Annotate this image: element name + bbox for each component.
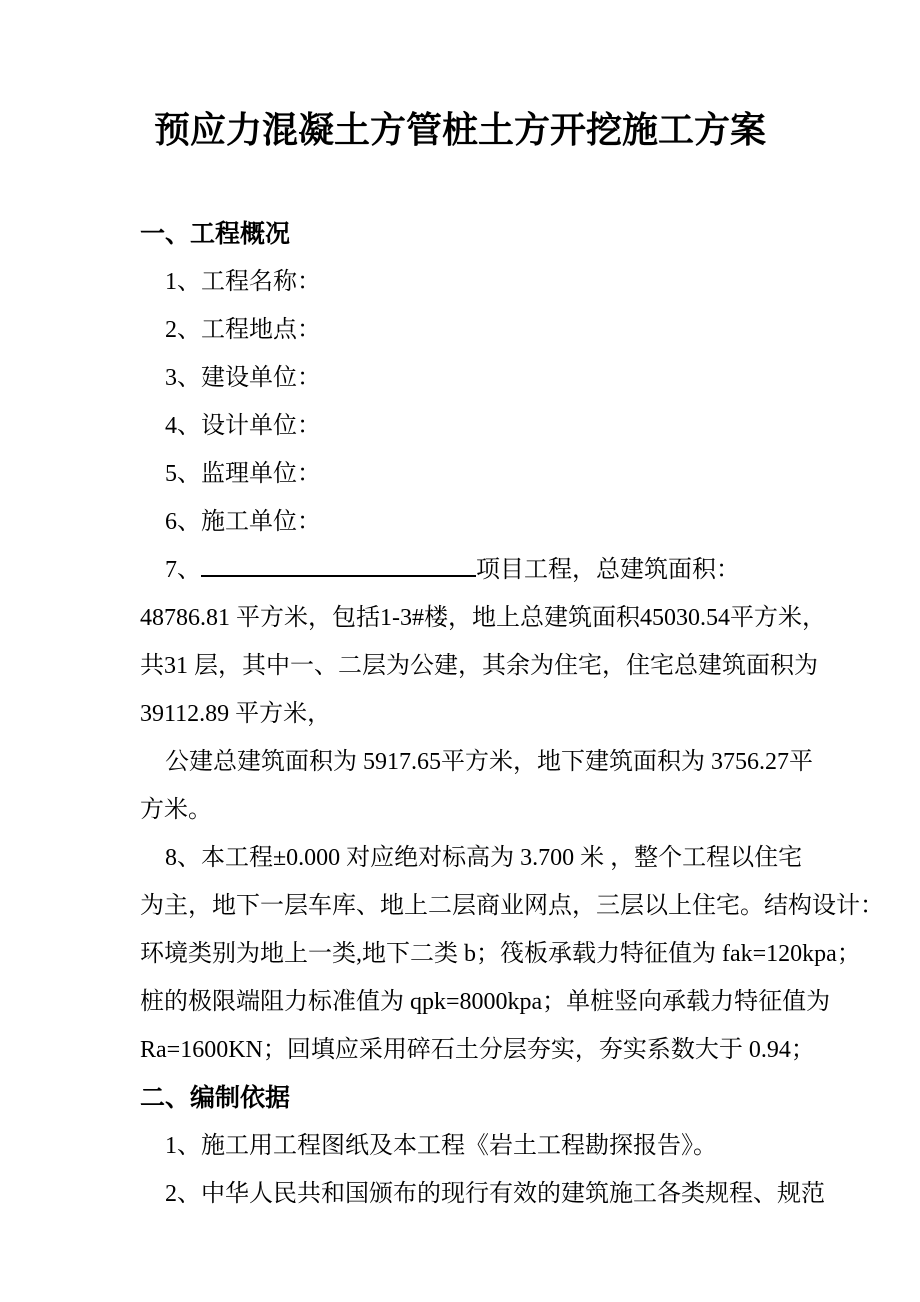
text-line: 3、建设单位：: [165, 365, 321, 391]
text-line: 1、施工用工程图纸及本工程《岩土工程勘探报告》。: [165, 1133, 717, 1159]
text-line: [140, 546, 788, 594]
text-line: 公建总建筑面积为 5917.65平方米，地下建筑面积为 3756.27平: [165, 749, 813, 775]
text-line: 2、中华人民共和国颁布的现行有效的建筑施工各类规程、规范: [165, 1181, 825, 1207]
text-line: 桩的极限端阻力标准值为 qpk=8000kpa；单桩竖向承载力特征值为: [140, 989, 831, 1015]
text-line: 5、监理单位：: [165, 461, 321, 487]
text-line: 8、本工程±0.000 对应绝对标高为 3.700 米 ，整个工程以住宅: [165, 845, 803, 871]
fill-in-blank-underline: [201, 553, 476, 577]
section-heading: 二、编制依据: [140, 1084, 291, 1112]
text-line: 环境类别为地上一类,地下二类 b；筏板承载力特征值为 fak=120kpa；: [140, 941, 861, 967]
text-line: Ra=1600KN；回填应采用碎石土分层夯实，夯实系数大于 0.94；: [140, 1037, 815, 1063]
text-line: 共31 层，其中一、二层为公建，其余为住宅，住宅总建筑面积为: [140, 653, 818, 679]
text-line: 1、工程名称：: [165, 269, 321, 295]
document-body: [140, 210, 884, 1218]
section-heading: 一、工程概况: [140, 220, 291, 248]
text-line: 2、工程地点：: [165, 317, 321, 343]
text-segment: 项目工程，总建筑面积：: [476, 557, 740, 583]
text-segment: 7、: [165, 557, 201, 583]
text-line: 39112.89 平方米，: [140, 701, 332, 727]
text-line: 为主，地下一层车库、地上二层商业网点，三层以上住宅。结构设计：: [140, 893, 884, 919]
document-title: 预应力混凝土方管桩土方开挖施工方案: [153, 110, 766, 150]
text-line: 48786.81 平方米，包括1-3#楼，地上总建筑面积45030.54平方米，: [140, 605, 826, 631]
text-line: 6、施工单位：: [165, 509, 321, 535]
text-line: 4、设计单位：: [165, 413, 321, 439]
text-line: 方米。: [140, 797, 212, 823]
